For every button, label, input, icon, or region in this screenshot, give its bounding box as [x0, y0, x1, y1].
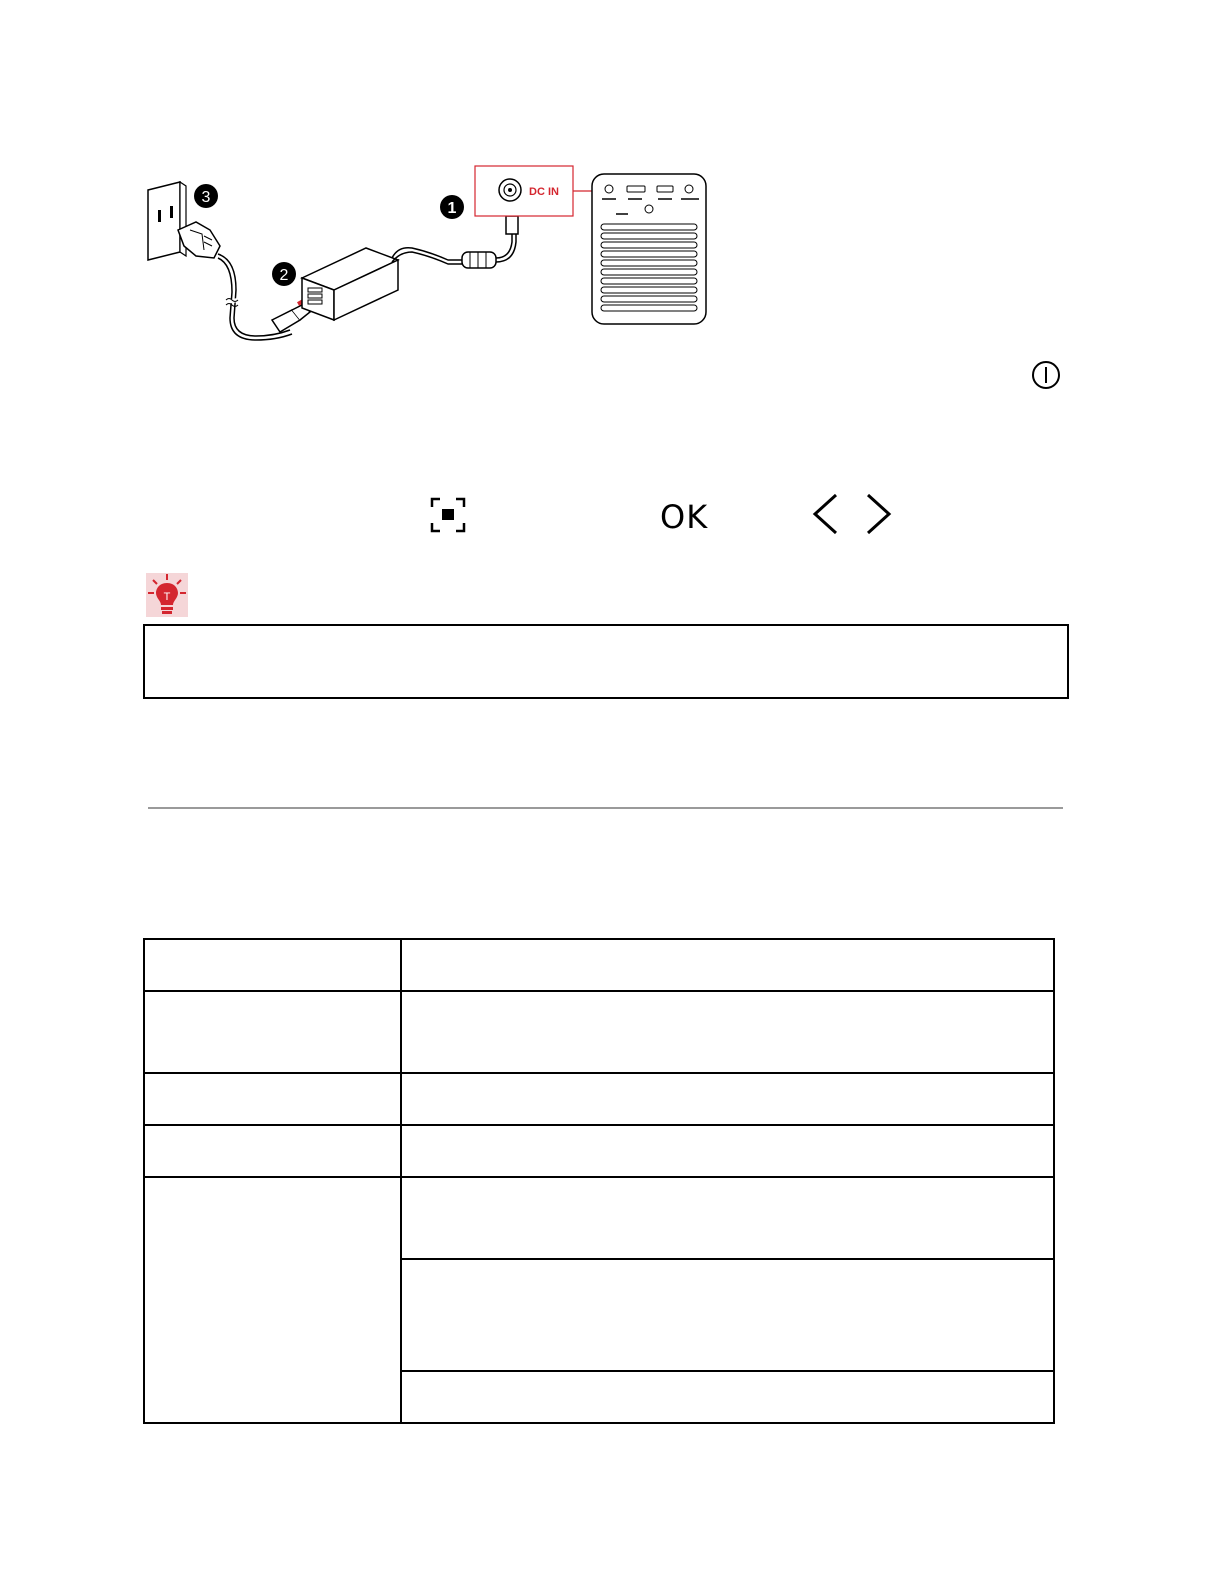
chevron-right-icon [864, 492, 894, 536]
step-marker-2 [272, 262, 296, 286]
dc-in-callout [475, 166, 602, 216]
spec-table [143, 938, 1055, 1424]
table-row [144, 1073, 1054, 1125]
svg-text:2: 2 [279, 267, 289, 284]
table-cell [144, 1177, 401, 1423]
table-cell [401, 1125, 1054, 1177]
projector-back-panel [592, 174, 706, 324]
chevron-left-icon [810, 492, 840, 536]
table-cell [401, 1177, 1054, 1259]
table-cell [401, 939, 1054, 991]
svg-text:3: 3 [201, 189, 211, 206]
power-adapter [302, 248, 398, 320]
section-divider [148, 807, 1063, 809]
power-connection-diagram [140, 160, 720, 350]
table-row [144, 1177, 1054, 1259]
table-cell [144, 991, 401, 1073]
table-row [144, 939, 1054, 991]
svg-text:T: T [163, 591, 171, 603]
table-cell [144, 1073, 401, 1125]
lightbulb-tip-icon [146, 573, 188, 617]
dc-in-label: DC IN [529, 186, 559, 198]
ok-button-label: OK [660, 498, 709, 536]
table-cell [401, 1371, 1054, 1423]
step-marker-3 [194, 184, 218, 208]
table-cell [401, 991, 1054, 1073]
table-row [144, 1125, 1054, 1177]
table-cell [401, 1259, 1054, 1371]
tip-box [143, 624, 1069, 699]
step-marker-1 [440, 195, 464, 219]
svg-text:1: 1 [447, 200, 457, 217]
power-icon [1030, 359, 1062, 391]
table-cell [144, 939, 401, 991]
wall-socket [148, 182, 186, 260]
table-cell [144, 1125, 401, 1177]
table-cell [401, 1073, 1054, 1125]
focus-icon [430, 497, 466, 533]
table-row [144, 991, 1054, 1073]
